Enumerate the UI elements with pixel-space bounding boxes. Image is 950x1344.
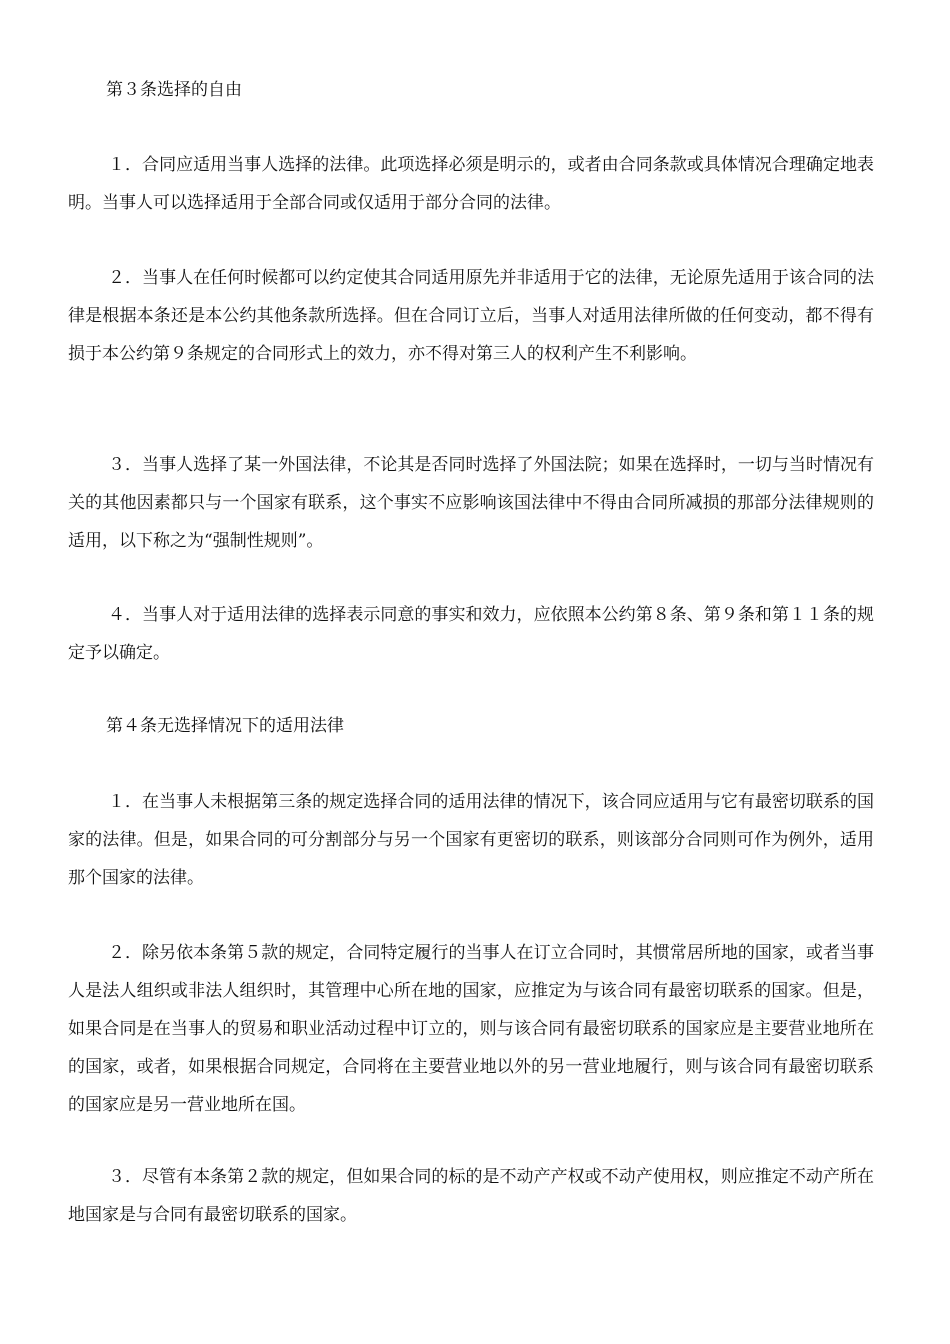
article-3-heading: 第３条选择的自由: [106, 80, 242, 100]
article-3-paragraph-2: ２．当事人在任何时候都可以约定使其合同适用原先并非适用于它的法律，无论原先适用于该合同的法律是根据本条还是本公约其他条款所选择。但在合同订立后，当事人对适用法律所做的任何变动，都不得有损于本公约第９条规定的合同形式上的效力，亦不得对第三人的权利产生不利影响。: [68, 268, 874, 364]
article-4-paragraph-1: １．在当事人未根据第三条的规定选择合同的适用法律的情况下，该合同应适用与它有最密切联系的国家的法律。但是，如果合同的可分割部分与另一个国家有更密切的联系，则该部分合同则可作为例外，适用那个国家的法律。: [68, 792, 874, 888]
article-4-paragraph-3: ３．尽管有本条第２款的规定，但如果合同的标的是不动产产权或不动产使用权，则应推定不动产所在地国家是与合同有最密切联系的国家。: [68, 1167, 874, 1225]
article-3-paragraph-1: １．合同应适用当事人选择的法律。此项选择必须是明示的，或者由合同条款或具体情况合理确定地表明。当事人可以选择适用于全部合同或仅适用于部分合同的法律。: [68, 155, 874, 213]
article-3-paragraph-3: ３．当事人选择了某一外国法律，不论其是否同时选择了外国法院；如果在选择时，一切与当时情况有关的其他因素都只与一个国家有联系，这个事实不应影响该国法律中不得由合同所减损的那部分法律规则的适用，以下称之为“强制性规则”。: [68, 455, 874, 551]
article-3-paragraph-4: ４．当事人对于适用法律的选择表示同意的事实和效力，应依照本公约第８条、第９条和第１１条的规定予以确定。: [68, 605, 874, 663]
article-4-heading: 第４条无选择情况下的适用法律: [106, 716, 344, 736]
article-4-paragraph-2: ２．除另依本条第５款的规定，合同特定履行的当事人在订立合同时，其惯常居所地的国家，或者当事人是法人组织或非法人组织时，其管理中心所在地的国家，应推定为与该合同有最密切联系的国家。但是，如果合同是在当事人的贸易和职业活动过程中订立的，则与该合同有最密切联系的国家应是主要营业地所在的国家，或者，如果根据合同规定，合同将在主要营业地以外的另一营业地履行，则与该合同有最密切联系的国家应是另一营业地所在国。: [68, 943, 874, 1115]
